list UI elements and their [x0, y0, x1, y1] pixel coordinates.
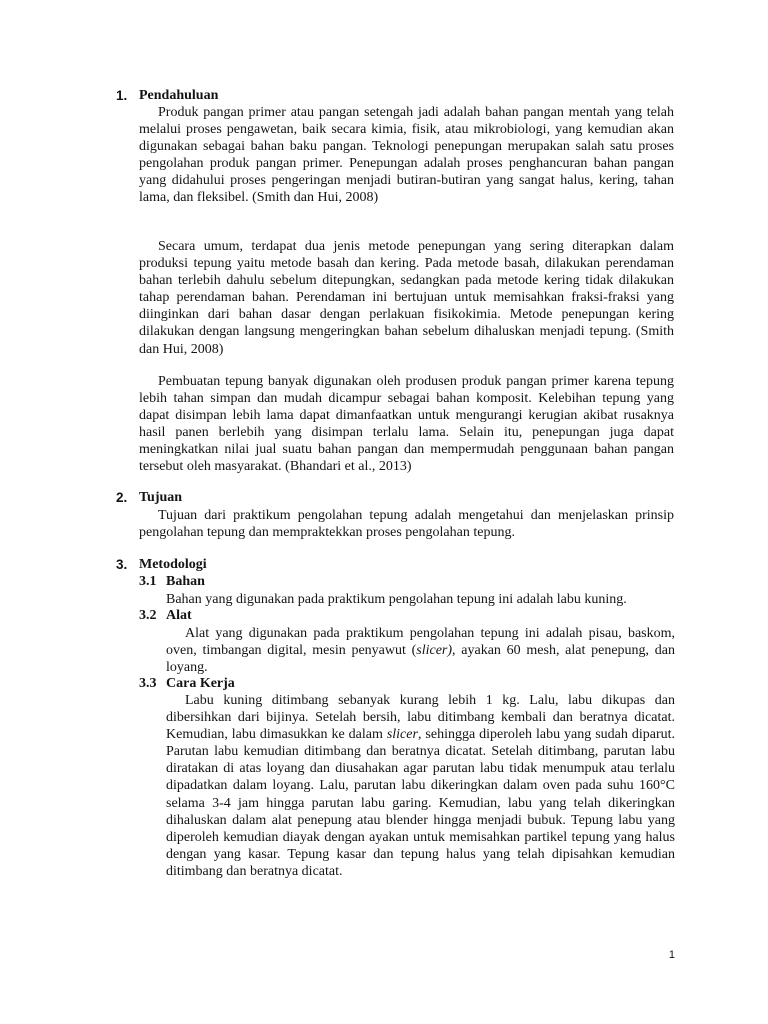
page-number: 1 — [668, 949, 675, 961]
cara-kerja-text-part-1: Labu kuning ditimbang sebanyak kurang lebih 1 kg. Lalu, labu dikupas dan dibersihkan dari bijinya. Setelah bersih, labu ditimbang kembali dan beratnya dicatat. Kemudian, labu dimasukkan ke dalam — [166, 693, 675, 743]
section-number: 3. — [116, 557, 128, 572]
alat-text-part-1: Alat yang digunakan pada praktikum pengolahan tepung ini adalah pisau, baskom, oven, timbangan digital, mesin penyawut ( — [166, 626, 675, 659]
section-number: 1. — [116, 88, 128, 103]
subsection-number: 3.1 — [139, 574, 157, 589]
paragraph-pendahuluan-1: Produk pangan primer atau pangan setengah jadi adalah bahan pangan mentah yang telah melalui proses pengawetan, baik secara kimia, fisik, atau mikrobiologi, yang kemudian akan digunakan sebagai bahan baku pangan. Teknologi penepungan merupakan salah satu proses pengolahan produk pangan primer. Penepungan adalah proses penghancuran bahan pangan yang didahului proses pengeringan menjadi butiran-butiran yang sangat halus, kering, tahan lama, dan fleksibel. (Smith dan Hui, 2008) — [139, 105, 674, 206]
paragraph-tujuan: Tujuan dari praktikum pengolahan tepung adalah mengetahui dan menjelaskan prinsip pengolahan tepung dan mempraktekkan proses pengolahan tepung. — [139, 508, 674, 541]
paragraph-alat — [166, 625, 675, 676]
subsection-title-alat: Alat — [166, 608, 192, 623]
paragraph-pendahuluan-3: Pembuatan tepung banyak digunakan oleh produsen produk pangan primer karena tepung lebih tahan simpan dan mudah dicampur sebagai bahan komposit. Kelebihan tepung yang dapat disimpan lebih lama dapat dimanfaatkan untuk mengurangi kerugian akibat rusaknya hasil panen berlebih yang disimpan terlalu lama. Selain itu, penepungan juga dapat meningkatkan nilai jual suatu bahan pangan dan mempermudah penggunaan bahan pangan tersebut oleh masyarakat. (Bhandari et al., 2013) — [139, 374, 674, 475]
section-title-metodologi: Metodologi — [139, 557, 207, 572]
subsection-title-cara-kerja: Cara Kerja — [166, 676, 235, 691]
alat-text-italic: slicer) — [416, 643, 453, 659]
cara-kerja-text-italic: slicer — [386, 727, 418, 743]
paragraph-bahan: Bahan yang digunakan pada praktikum pengolahan tepung ini adalah labu kuning. — [166, 592, 627, 607]
subsection-title-bahan: Bahan — [166, 574, 205, 589]
alat-text-part-2: , ayakan 60 mesh, alat penepung, dan loyang. — [166, 643, 675, 676]
cara-kerja-text-part-2: , sehingga diperoleh labu yang sudah diparut. Parutan labu kemudian ditimbang dan beratnya dicatat. Setelah ditimbang, parutan labu diratakan di atas loyang dan diusahakan agar parutan labu tidak menumpuk atau terlalu dipadatkan dalam loyang. Lalu, parutan labu dikeringkan dalam oven pada suhu 160°C selama 3-4 jam hingga parutan labu garing. Kemudian, labu yang telah dikeringkan dihaluskan dalam alat penepung atau blender hingga menjadi bubuk. Tepung labu yang diperoleh kemudian diayak dengan ayakan untuk memisahkan partikel tepung yang halus dengan yang kasar. Tepung kasar dan tepung halus yang telah dipisahkan kemudian ditimbang dan beratnya dicatat. — [166, 727, 675, 879]
section-title-pendahuluan: Pendahuluan — [139, 88, 219, 103]
subsection-number: 3.2 — [139, 608, 157, 623]
paragraph-pendahuluan-2: Secara umum, terdapat dua jenis metode penepungan yang sering diterapkan dalam produksi tepung yaitu metode basah dan kering. Pada metode basah, dilakukan perendaman bahan terlebih dahulu sebelum ditepungkan, sedangkan pada metode kering tidak dilakukan tahap perendaman bahan. Perendaman ini bertujuan untuk memisahkan fraksi-fraksi yang diinginkan dari bahan dasar dengan perlakuan fisikokimia. Metode penepungan kering dilakukan dengan langsung mengeringkan bahan sebelum dihaluskan menjadi tepung. (Smith dan Hui, 2008) — [139, 239, 674, 357]
subsection-number: 3.3 — [139, 676, 157, 691]
section-title-tujuan: Tujuan — [139, 490, 183, 505]
section-number: 2. — [116, 490, 128, 505]
paragraph-cara-kerja — [166, 692, 675, 880]
